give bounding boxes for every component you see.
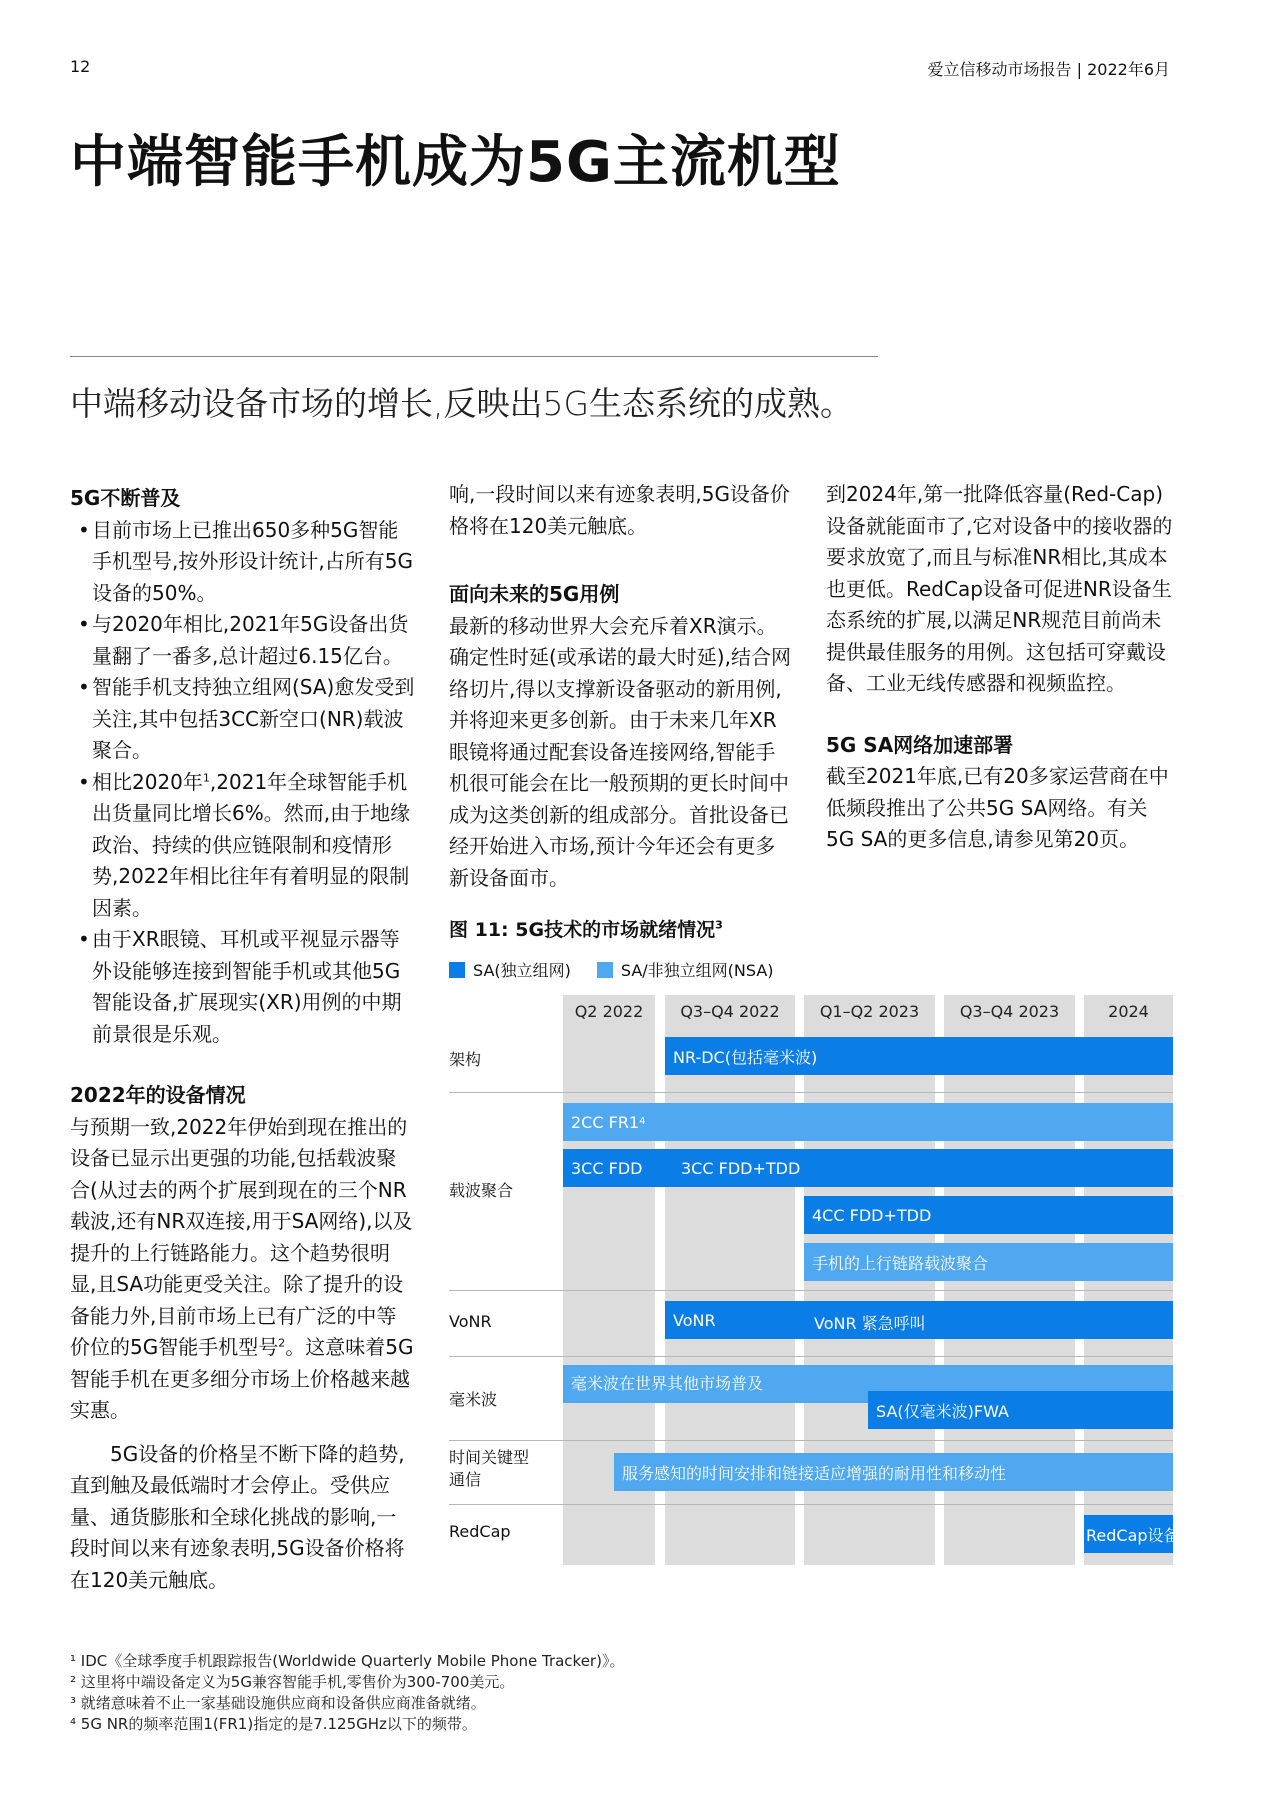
paragraph: 截至2021年底,已有20多家运营商在中低频段推出了公共5G SA网络。有关5G SA的更多信息,请参见第20页。 [826,764,1169,851]
bar-label: 毫米波在世界其他市场普及 [571,1374,764,1393]
row-label-time-critical: 时间关键型 通信 [449,1448,530,1489]
column-header: Q1–Q2 2023 [819,1001,920,1021]
figure-legend [449,958,774,981]
list-item: • 智能手机支持独立组网(SA)愈发受到关注,其中包括3CC新空口(NR)载波聚合。 [70,672,415,767]
section-heading-devices-2022: 2022年的设备情况 [70,1083,246,1107]
title-divider [70,356,878,357]
row-label-carrier-aggregation: 载波聚合 [449,1181,514,1200]
legend-item-sa [449,958,571,981]
bar-uplink-ca [804,1243,1173,1281]
footnote-1: ¹ IDC《全球季度手机跟踪报告(Worldwide Quarterly Mobile Phone Tracker)》。 [70,1652,625,1670]
bullet-list [70,515,415,1051]
bar-redcap [1084,1515,1180,1553]
bar-label: NR-DC(包括毫米波) [673,1047,818,1067]
bar-3cc-fdd [563,1149,1173,1187]
bar-label: 2CC FR1 [571,1112,640,1132]
column-header: Q3–Q4 2022 [680,1001,780,1021]
footnote-4: ⁴ 5G NR的频率范围1(FR1)指定的是7.125GHz以下的频带。 [70,1715,477,1733]
figure-title-text: 图 11: 5G技术的市场就绪情况 [449,919,716,941]
column-header: Q2 2022 [574,1001,644,1021]
bar-label: RedCap设备 [1086,1525,1180,1545]
row-label-architecture: 架构 [449,1050,482,1069]
bar-nr-dc [665,1037,1173,1075]
figure-title [449,915,723,942]
footnote-ref: 2 [278,1336,286,1350]
paragraph-redcap: 到2024年,第一批降低容量(Red-Cap)设备就能面市了,它对设备中的接收器的要求放宽了,而且与标准NR相比,其成本也更低。RedCap设备可促进NR设备生态系统的扩展,以满足NR规范目前尚未提供最佳服务的用例。这包括可穿戴设备、工业无线传感器和视频监控。 [826,482,1173,695]
running-header: 爱立信移动市场报告 | 2022年6月 [927,60,1170,79]
list-item: • 由于XR眼镜、耳机或平视显示器等外设能够连接到智能手机或其他5G智能设备,扩展现实(XR)用例的中期前景很是乐观。 [70,924,415,1050]
section-heading-5g-adoption: 5G不断普及 [70,486,181,510]
text-span: 相比2020年 [92,769,203,794]
list-item [70,767,415,925]
paragraph [70,1112,415,1427]
paragraph-price-trend: 5G设备的价格呈不断下降的趋势,直到触及最低端时才会停止。受供应量、通货膨胀和全球化挑战的影响,一段时间以来有迹象表明,5G设备价格将在120美元触底。 [70,1441,405,1592]
bar-label: 4CC FDD+TDD [812,1205,932,1225]
legend-item-nsa [597,958,774,981]
row-label-mmwave: 毫米波 [449,1390,498,1409]
bar-4cc-fdd-tdd [804,1196,1173,1234]
bar-label: 手机的上行链路载波聚合 [812,1253,989,1273]
row-separator [449,1356,1173,1357]
footnote-ref: 1 [202,770,210,784]
row-separator [449,1290,1173,1291]
legend-swatch-nsa [597,962,613,978]
list-item: • 与2020年相比,2021年5G设备出货量翻了一番多,总计超过6.15亿台。 [70,609,415,672]
column-2-usecases [449,579,794,894]
row-label-redcap: RedCap [449,1522,511,1541]
column-1 [70,483,415,1592]
bar-sa-mmwave-fwa [868,1391,1173,1429]
paragraph: 最新的移动世界大会充斥着XR演示。确定性时延(或承诺的最大时延),结合网络切片,得以支撑新设备驱动的新用例,并将迎来更多创新。由于未来几年XR眼镜将通过配套设备连接网络,智能手机很可能会在比一般预期的更长时间中成为这类创新的组成部分。首批设备已经开始进入市场,预计今年还会有更多新设备面市。 [449,613,791,890]
legend-label: SA(独立组网) [473,961,571,980]
text-span: 与预期一致,2022年伊始到现在推出的设备已显示出更强的功能,包括载波聚合(从过去的两个扩展到现在的三个NR载波,还有NR双连接,用于SA网络),以及提升的上行链路能力。这个趋势很明显,且SA功能更受关注。除了提升的设备能力外,目前市场上已有广泛的中等价位的5G智能手机型号 [70,1114,413,1359]
row-label-vonr: VoNR [449,1312,492,1331]
row-separator [449,1440,1173,1441]
bar-time-critical [614,1453,1173,1491]
column-2 [449,479,794,542]
readiness-timeline-chart [449,995,1180,1565]
bar-label-vonr-emergency: VoNR 紧急呼叫 [814,1314,926,1333]
column-header: 2024 [1108,1001,1149,1021]
footnote-ref: 3 [715,918,723,932]
page-title: 中端智能手机成为5G主流机型 [70,130,841,195]
column-3 [826,479,1174,856]
bar-label: VoNR [673,1310,716,1330]
column-header: Q3–Q4 2023 [959,1001,1060,1021]
footnote-2: ² 这里将中端设备定义为5G兼容智能手机,零售价为300-700美元。 [70,1673,515,1691]
section-heading-future-use-cases: 面向未来的5G用例 [449,582,620,606]
text-span: 。这意味着5G智能手机在更多细分市场上价格越来越实惠。 [70,1335,414,1422]
section-heading-sa-deployment: 5G SA网络加速部署 [826,732,1014,757]
list-item: • 目前市场上已推出650多种5G智能手机型号,按外形设计统计,占所有5G设备的50%。 [70,515,415,610]
bar-2cc-fr1: 2CC FR1 4 [563,1103,1173,1141]
legend-label: SA/非独立组网(NSA) [620,961,774,980]
page-number: 12 [70,57,91,76]
legend-swatch-sa [449,962,465,978]
page-subtitle: 中端移动设备市场的增长,反映出5G生态系统的成熟。 [70,384,854,423]
bar-label-3cc-fdd-tdd: 3CC FDD+TDD [681,1159,801,1178]
row-separator [449,1092,1173,1093]
bar-label: 服务感知的时间安排和链接适应增强的耐用性和移动性 [622,1463,1007,1483]
text-span: ,2021年全球智能手机出货量同比增长6%。然而,由于地缘政治、持续的供应链限制和疫情形势,2022年相比往年有着明显的限制因素。 [92,769,411,920]
footnote-3: ³ 就绪意味着不止一家基础设施供应商和设备供应商准备就绪。 [70,1694,486,1712]
bar-label: 3CC FDD [571,1158,643,1178]
paragraph-continuation: 响,一段时间以来有迹象表明,5G设备价格将在120美元触底。 [449,482,790,538]
bar-label: SA(仅毫米波)FWA [876,1401,1009,1421]
row-separator [449,1504,1173,1505]
